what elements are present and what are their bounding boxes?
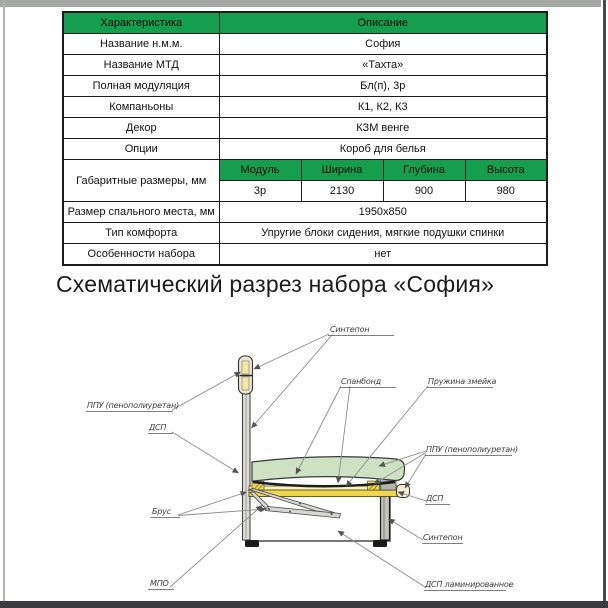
- dim-value-height: 980: [465, 181, 547, 202]
- header-description: Описание: [219, 12, 547, 34]
- label-ppu-left: ППУ (пенополиуретан): [87, 401, 179, 410]
- header-characteristic: Характеристика: [63, 12, 219, 34]
- row-label: Название н.м.м.: [63, 34, 219, 55]
- row-label: Декор: [63, 118, 219, 139]
- section-title: Схематический разрез набора «София»: [56, 271, 495, 297]
- backrest-cushion: [239, 356, 253, 394]
- row-label: Опции: [63, 139, 219, 160]
- label-mpo: МПО: [150, 579, 169, 588]
- row-value: «Тахта»: [219, 55, 547, 76]
- label-dsp-laminated: ДСП ламинированное: [425, 580, 514, 589]
- side-panel: [381, 495, 390, 540]
- label-dsp-right: ДСП: [426, 494, 444, 503]
- row-value: Упругие блоки сидения, мягкие подушки спинки: [219, 223, 547, 244]
- row-label: Компаньоны: [63, 97, 219, 118]
- row-label: Название МТД: [63, 55, 219, 76]
- label-sintepon-top: Синтепон: [330, 325, 370, 334]
- row-value: К1, К2, К3: [219, 97, 547, 118]
- row-label: Полная модуляция: [63, 76, 219, 97]
- plank-end-cap: [397, 485, 410, 498]
- dim-value-depth: 900: [383, 181, 465, 202]
- label-spring: Пружина змейка: [428, 377, 497, 386]
- label-ppu-right: ППУ (пенополиуретан): [426, 445, 518, 454]
- dim-header-module: Модуль: [219, 160, 301, 181]
- row-label-dimensions: Габаритные размеры, мм: [63, 160, 219, 202]
- foot-left: [245, 540, 259, 547]
- row-value: София: [219, 34, 547, 55]
- row-value: Бл(п), 3р: [219, 76, 547, 97]
- label-brus: Брус: [152, 507, 171, 516]
- row-value: 1950x850: [219, 202, 547, 223]
- dim-header-depth: Глубина: [383, 160, 465, 181]
- dim-value-module: 3р: [219, 181, 301, 202]
- row-label: Размер спального места, мм: [63, 202, 219, 223]
- dim-value-width: 2130: [301, 181, 383, 202]
- label-spanbond: Спанбонд: [341, 377, 381, 386]
- foot-right: [373, 540, 387, 547]
- row-value: Короб для белья: [219, 139, 547, 160]
- dim-header-height: Высота: [465, 160, 547, 181]
- backrest-post: [239, 356, 253, 540]
- row-value: нет: [219, 244, 547, 266]
- row-label: Особенности набора: [63, 244, 219, 266]
- row-value: КЗМ венге: [219, 118, 547, 139]
- label-dsp-left: ДСП: [149, 423, 167, 432]
- label-sintepon-right: Синтепон: [423, 533, 463, 542]
- row-label: Тип комфорта: [63, 223, 219, 244]
- storage-box: [245, 493, 390, 547]
- dim-header-width: Ширина: [301, 160, 383, 181]
